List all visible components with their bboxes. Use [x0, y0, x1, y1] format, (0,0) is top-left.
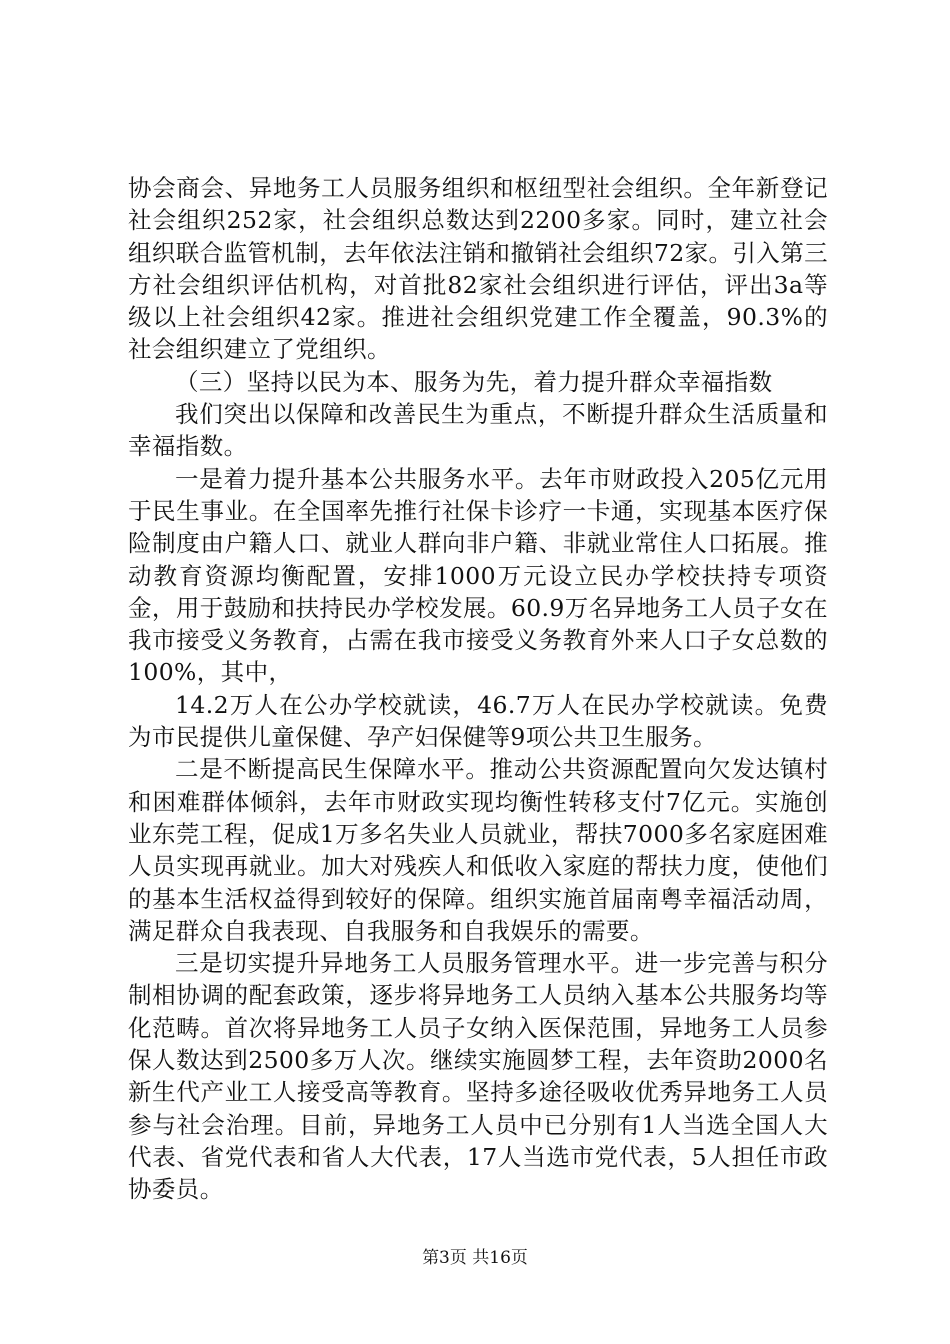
document-body — [128, 172, 828, 1206]
paragraph-school-enrollment: 14.2万人在公办学校就读，46.7万人在民办学校就读。免费为市民提供儿童保健、孕产妇保健等9项公共卫生服务。 — [128, 690, 828, 752]
paragraph-livelihood-security: 二是不断提高民生保障水平。推动公共资源配置向欠发达镇村和困难群体倾斜，去年市财政实现均衡性转移支付7亿元。实施创业东莞工程，促成1万多名失业人员就业，帮扶7000多名家庭困难人员实现再就业。加大对残疾人和低收入家庭的帮扶力度，使他们的基本生活权益得到较好的保障。组织实施首届南粤幸福活动周，满足群众自我表现、自我服务和自我娱乐的需要。 — [128, 755, 828, 945]
page-number-label: 第3页 共16页 — [422, 1248, 528, 1268]
paragraph-social-organizations: 协会商会、异地务工人员服务组织和枢纽型社会组织。全年新登记社会组织252家，社会组织总数达到2200多家。同时，建立社会组织联合监管机制，去年依法注销和撤销社会组织72家。引入第三方社会组织评估机构，对首批82家社会组织进行评估，评出3a等级以上社会组织42家。推进社会组织党建工作全覆盖，90.3%的社会组织建立了党组织。 — [128, 174, 828, 364]
paragraph-livelihood-focus: 我们突出以保障和改善民生为重点，不断提升群众生活质量和幸福指数。 — [128, 400, 828, 461]
page-footer — [0, 1243, 950, 1268]
paragraph-migrant-workers: 三是切实提升异地务工人员服务管理水平。进一步完善与积分制相协调的配套政策，逐步将异地务工人员纳入基本公共服务均等化范畴。首次将异地务工人员子女纳入医保范围，异地务工人员参保人数达到2500多万人次。继续实施圆梦工程，去年资助2000名新生代产业工人接受高等教育。坚持多途径吸收优秀异地务工人员参与社会治理。目前，异地务工人员中已分别有1人当选全国人大代表、省党代表和省人大代表，17人当选市党代表，5人担任市政协委员。 — [128, 949, 828, 1204]
paragraph-public-services: 一是着力提升基本公共服务水平。去年市财政投入205亿元用于民生事业。在全国率先推行社保卡诊疗一卡通，实现基本医疗保险制度由户籍人口、就业人群向非户籍、非就业常住人口拓展。推动教育资源均衡配置，安排1000万元设立民办学校扶持专项资金，用于鼓励和扶持民办学校发展。60.9万名异地务工人员子女在我市接受义务教育，占需在我市接受义务教育外来人口子女总数的100%，其中， — [128, 464, 828, 687]
section-heading-people-first: （三）坚持以民为本、服务为先，着力提升群众幸福指数 — [175, 367, 773, 396]
